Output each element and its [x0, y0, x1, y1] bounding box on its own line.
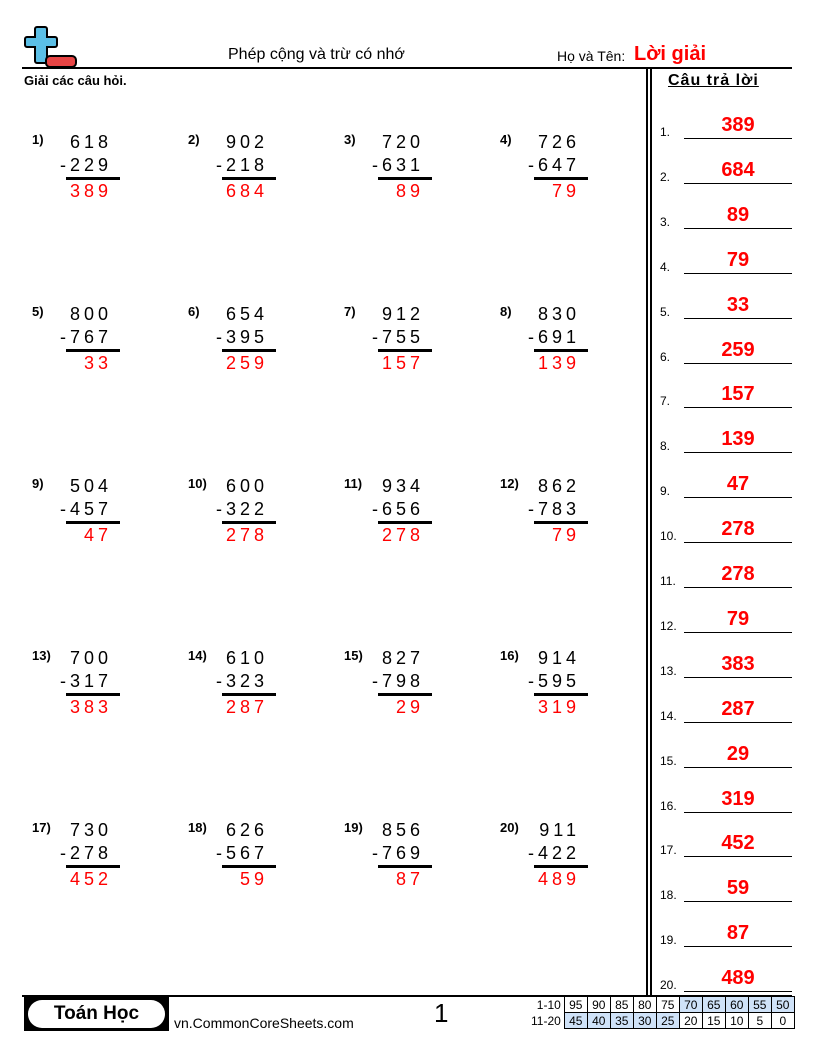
- subtrahend: -278: [59, 843, 112, 863]
- answer-value: 383: [721, 652, 755, 675]
- answer-value: 89: [726, 203, 750, 226]
- minuend: 914: [537, 648, 580, 668]
- minuend: 504: [69, 476, 112, 496]
- subtrahend: -218: [215, 155, 268, 175]
- name-label: Họ và Tên:: [557, 48, 626, 64]
- sum-bar: [222, 865, 276, 868]
- site-url: vn.CommonCoreSheets.com: [174, 1015, 354, 1031]
- answer-number: 9.: [660, 484, 671, 499]
- score-cell: 55: [748, 997, 771, 1013]
- problem: [32, 304, 162, 394]
- sum-bar: [378, 693, 432, 696]
- answer-line: [684, 363, 792, 364]
- problem-number: 9): [32, 476, 44, 491]
- difference: 259: [225, 353, 268, 373]
- subtrahend: -767: [59, 327, 112, 347]
- answer-key-title: Câu trả lời: [668, 72, 759, 89]
- answer-line: [684, 497, 792, 498]
- difference: 452: [69, 869, 112, 889]
- score-cell: 95: [564, 997, 587, 1013]
- score-range-label: 1-10: [536, 997, 561, 1012]
- answer-line: [684, 318, 792, 319]
- answer-row: [660, 244, 792, 274]
- sum-bar: [534, 693, 588, 696]
- answer-number: 4.: [660, 259, 671, 274]
- score-cell: 0: [771, 1013, 794, 1029]
- difference: 139: [537, 353, 580, 373]
- sum-bar: [66, 865, 120, 868]
- subtrahend: -595: [527, 671, 580, 691]
- answer-value: 278: [721, 518, 755, 541]
- answer-number: 7.: [660, 394, 671, 409]
- answer-row: [660, 334, 792, 364]
- problem-number: 19): [344, 820, 363, 835]
- score-row: [528, 997, 794, 1013]
- answer-value: 87: [726, 922, 750, 945]
- answer-line: [684, 722, 792, 723]
- subtrahend: -755: [371, 327, 424, 347]
- subtrahend: -422: [527, 843, 580, 863]
- answer-line: [684, 587, 792, 588]
- minuend: 610: [225, 648, 268, 668]
- problem: [32, 820, 162, 910]
- problem: [500, 820, 630, 910]
- answer-line: [684, 856, 792, 857]
- sum-bar: [222, 349, 276, 352]
- subtrahend: -691: [527, 327, 580, 347]
- answer-number: 1.: [660, 125, 671, 139]
- answer-number: 13.: [660, 663, 677, 678]
- answer-line: [684, 991, 792, 992]
- difference: 79: [551, 181, 580, 201]
- answer-row: [660, 962, 792, 992]
- problem-number: 11): [344, 476, 363, 491]
- problem: [344, 304, 474, 394]
- answer-number: 8.: [660, 439, 671, 454]
- answer-value: 684: [721, 158, 755, 181]
- problem-number: 16): [500, 648, 519, 663]
- score-cell: 75: [656, 997, 679, 1013]
- minuend: 911: [539, 820, 580, 840]
- difference: 29: [395, 697, 424, 717]
- answer-line: [684, 183, 792, 184]
- answer-line: [684, 901, 792, 902]
- problem: [32, 648, 162, 738]
- sum-bar: [378, 177, 432, 180]
- difference: 489: [537, 869, 580, 889]
- sum-bar: [534, 349, 588, 352]
- brand-label: Toán Học: [28, 1000, 165, 1028]
- problem-number: 5): [32, 304, 44, 319]
- answer-row: [660, 648, 792, 678]
- minuend: 902: [225, 132, 268, 152]
- difference: 59: [239, 869, 268, 889]
- problem-number: 15): [344, 648, 363, 663]
- answer-row: [660, 199, 792, 229]
- answer-value: 59: [726, 877, 750, 900]
- sum-bar: [66, 177, 120, 180]
- sum-bar: [66, 693, 120, 696]
- answer-row: [660, 827, 792, 857]
- subtrahend: -457: [59, 499, 112, 519]
- answer-value: 157: [721, 383, 755, 406]
- answer-line: [684, 946, 792, 947]
- minuend: 726: [537, 132, 580, 152]
- difference: 287: [225, 697, 268, 717]
- answer-number: 20.: [660, 978, 677, 993]
- minuend: 934: [381, 476, 424, 496]
- score-cell: 45: [564, 1013, 587, 1029]
- problem: [500, 476, 630, 566]
- problem: [500, 304, 630, 394]
- minuend: 700: [69, 648, 112, 668]
- answer-number: 14.: [660, 708, 677, 723]
- subtrahend: -656: [371, 499, 424, 519]
- difference: 157: [381, 353, 424, 373]
- difference: 89: [395, 181, 424, 201]
- answer-value: 287: [721, 697, 755, 720]
- answer-line: [684, 767, 792, 768]
- subtrahend: -567: [215, 843, 268, 863]
- sum-bar: [222, 521, 276, 524]
- answer-column-divider: [646, 69, 648, 995]
- problem-number: 8): [500, 304, 512, 319]
- subtrahend: -647: [527, 155, 580, 175]
- minuend: 856: [381, 820, 424, 840]
- sum-bar: [534, 521, 588, 524]
- sum-bar: [66, 349, 120, 352]
- answer-line: [684, 812, 792, 813]
- answer-row: [660, 693, 792, 723]
- problem: [188, 648, 318, 738]
- problem-number: 3): [344, 132, 356, 147]
- problem: [344, 476, 474, 566]
- problem: [188, 476, 318, 566]
- answer-value: 139: [721, 428, 755, 451]
- problem-number: 4): [500, 132, 512, 147]
- problem: [188, 820, 318, 910]
- answer-column-divider: [650, 69, 652, 995]
- minuend: 654: [225, 304, 268, 324]
- name-value: Lời giải: [634, 43, 707, 65]
- difference: 389: [69, 181, 112, 201]
- sum-bar: [378, 349, 432, 352]
- answer-line: [684, 407, 792, 408]
- answer-number: 12.: [660, 618, 677, 633]
- answer-line: [684, 273, 792, 274]
- problem-number: 10): [188, 476, 207, 491]
- score-cell: 50: [771, 997, 794, 1013]
- answer-row: [660, 783, 792, 813]
- score-cell: 30: [633, 1013, 656, 1029]
- problem-number: 2): [188, 132, 200, 147]
- answer-row: [660, 468, 792, 498]
- answer-number: 18.: [660, 888, 677, 903]
- answer-value: 79: [726, 607, 750, 630]
- score-cell: 25: [656, 1013, 679, 1029]
- answer-row: [660, 109, 792, 139]
- subtrahend: -769: [371, 843, 424, 863]
- difference: 278: [381, 525, 424, 545]
- problem-number: 6): [188, 304, 200, 319]
- answer-value: 259: [721, 338, 755, 361]
- answer-line: [684, 228, 792, 229]
- minuend: 827: [381, 648, 424, 668]
- problem-number: 18): [188, 820, 207, 835]
- problem: [344, 820, 474, 910]
- answer-number: 3.: [660, 214, 671, 229]
- score-cell: 90: [587, 997, 610, 1013]
- score-cell: 70: [679, 997, 702, 1013]
- minuend: 830: [537, 304, 580, 324]
- difference: 383: [69, 697, 112, 717]
- score-cell: 40: [587, 1013, 610, 1029]
- answer-value: 389: [721, 114, 755, 136]
- problem: [32, 132, 162, 222]
- problem-number: 17): [32, 820, 51, 835]
- score-cell: 35: [610, 1013, 633, 1029]
- answer-number: 2.: [660, 169, 671, 184]
- answer-number: 6.: [660, 349, 671, 364]
- minuend: 626: [225, 820, 268, 840]
- subtrahend: -229: [59, 155, 112, 175]
- subtrahend: -395: [215, 327, 268, 347]
- sum-bar: [222, 693, 276, 696]
- minuend: 800: [69, 304, 112, 324]
- answer-number: 16.: [660, 798, 677, 813]
- difference: 319: [537, 697, 580, 717]
- plus-minus-icon: [24, 25, 78, 69]
- problem-number: 7): [344, 304, 356, 319]
- answer-value: 29: [726, 742, 750, 765]
- answer-line: [684, 677, 792, 678]
- sum-bar: [222, 177, 276, 180]
- answer-number: 19.: [660, 933, 677, 948]
- answer-number: 15.: [660, 753, 677, 768]
- instructions: Giải các câu hỏi.: [24, 73, 127, 88]
- score-cell: 20: [679, 1013, 702, 1029]
- score-cell: 60: [725, 997, 748, 1013]
- answer-row: [660, 872, 792, 902]
- answer-value: 33: [726, 293, 750, 316]
- problem-number: 14): [188, 648, 207, 663]
- subtrahend: -322: [215, 499, 268, 519]
- score-cell: 80: [633, 997, 656, 1013]
- sum-bar: [534, 177, 588, 180]
- minuend: 862: [537, 476, 580, 496]
- answer-line: [684, 542, 792, 543]
- answer-line: [684, 632, 792, 633]
- answer-line: [684, 452, 792, 453]
- problem: [500, 132, 630, 222]
- difference: 47: [83, 525, 112, 545]
- problem: [32, 476, 162, 566]
- answer-row: [660, 558, 792, 588]
- minuend: 912: [381, 304, 424, 324]
- answer-row: [660, 513, 792, 543]
- sum-bar: [534, 865, 588, 868]
- problem-number: 13): [32, 648, 51, 663]
- score-cell: 15: [702, 1013, 725, 1029]
- difference: 33: [83, 353, 112, 373]
- sum-bar: [66, 521, 120, 524]
- problem: [188, 132, 318, 222]
- worksheet-title: Phép cộng và trừ có nhớ: [228, 46, 405, 63]
- subtrahend: -317: [59, 671, 112, 691]
- minuend: 720: [381, 132, 424, 152]
- problem: [344, 132, 474, 222]
- problem: [500, 648, 630, 738]
- answer-row: [660, 917, 792, 947]
- score-row: [528, 1013, 794, 1029]
- answer-value: 489: [721, 967, 755, 990]
- page-number: 1: [434, 998, 449, 1028]
- answer-row: [660, 378, 792, 408]
- answer-row: [660, 154, 792, 184]
- score-cell: 65: [702, 997, 725, 1013]
- answer-row: [660, 738, 792, 768]
- answer-number: 11.: [660, 574, 676, 588]
- score-cell: 5: [748, 1013, 771, 1029]
- problem-number: 20): [500, 820, 519, 835]
- score-cell: 85: [610, 997, 633, 1013]
- answer-row: [660, 289, 792, 319]
- answer-value: 79: [726, 248, 750, 271]
- answer-number: 17.: [660, 843, 677, 858]
- answer-number: 5.: [660, 304, 671, 319]
- score-cell: 10: [725, 1013, 748, 1029]
- answer-line: [684, 138, 792, 139]
- header-divider: [22, 67, 792, 69]
- answer-value: 319: [721, 787, 755, 810]
- difference: 87: [395, 869, 424, 889]
- subtrahend: -798: [371, 671, 424, 691]
- problem: [344, 648, 474, 738]
- score-table: [528, 996, 795, 1029]
- minuend: 600: [225, 476, 268, 496]
- subtrahend: -783: [527, 499, 580, 519]
- difference: 79: [551, 525, 580, 545]
- brand-badge: [24, 997, 169, 1031]
- answer-row: [660, 423, 792, 453]
- sum-bar: [378, 865, 432, 868]
- minuend: 618: [69, 132, 112, 152]
- subtrahend: -323: [215, 671, 268, 691]
- answer-number: 10.: [660, 529, 677, 544]
- problem-number: 12): [500, 476, 519, 491]
- answer-value: 452: [721, 832, 755, 855]
- problem-number: 1): [32, 132, 44, 147]
- answer-row: [660, 603, 792, 633]
- answer-value: 47: [726, 473, 750, 496]
- difference: 278: [225, 525, 268, 545]
- score-range-label: 11-20: [531, 1013, 561, 1028]
- difference: 684: [225, 181, 268, 201]
- sum-bar: [378, 521, 432, 524]
- subtrahend: -631: [371, 155, 424, 175]
- minuend: 730: [69, 820, 112, 840]
- answer-value: 278: [721, 563, 755, 585]
- problem: [188, 304, 318, 394]
